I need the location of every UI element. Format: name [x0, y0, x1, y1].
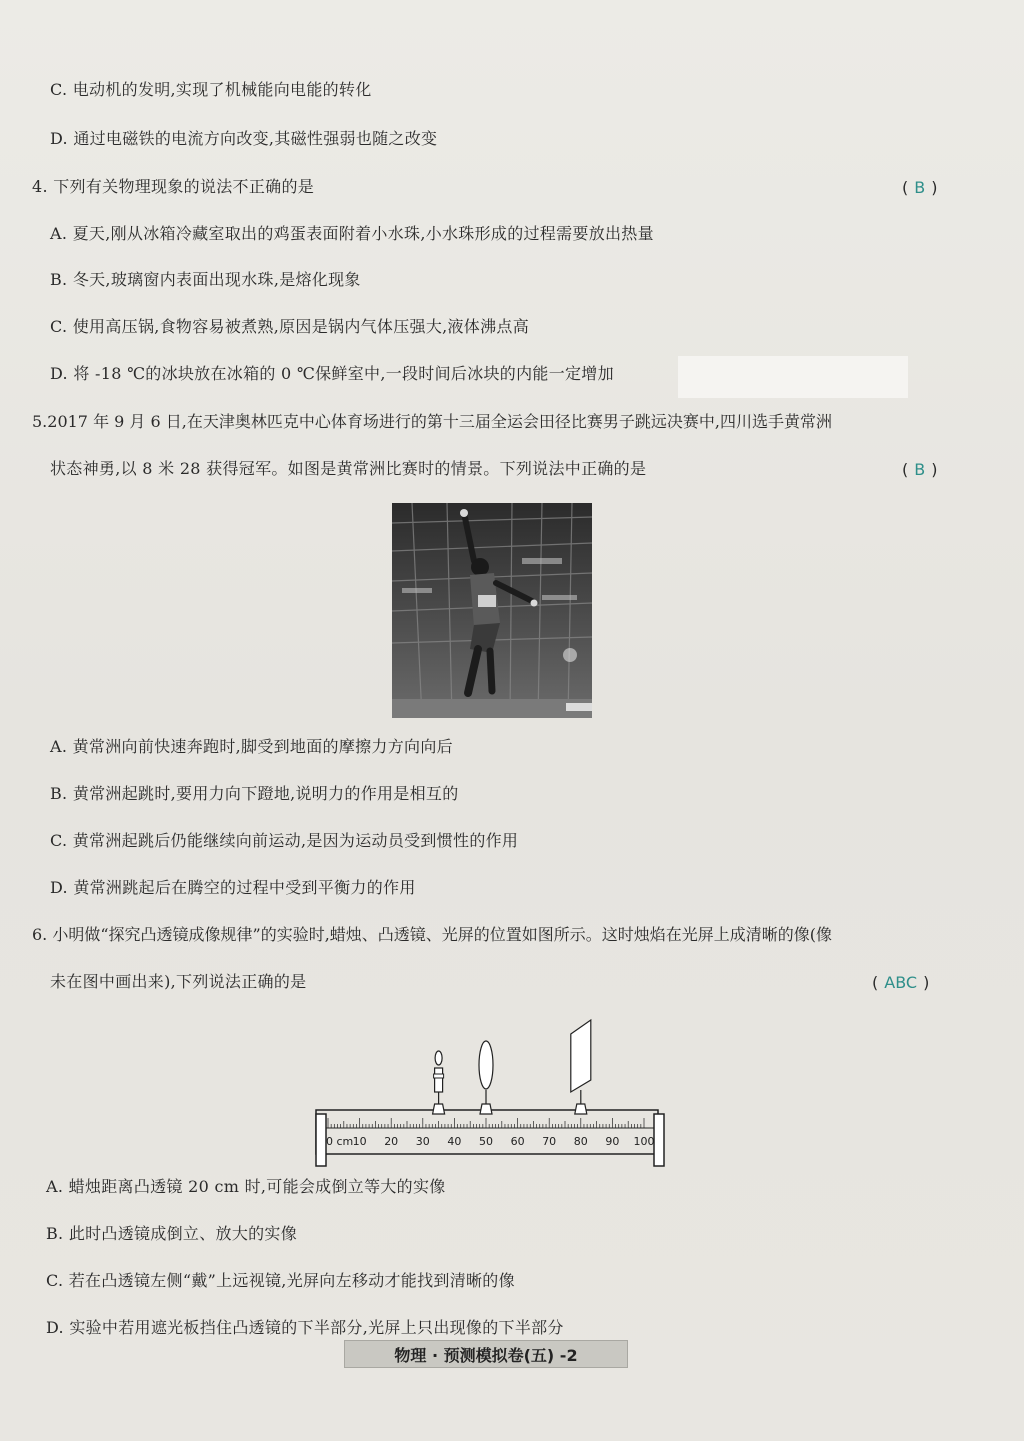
q6-answer: ABC — [884, 973, 918, 992]
q5-stem-line2: 状态神勇,以 8 米 28 获得冠军。如图是黄常洲比赛时的情景。下列说法中正确的是 — [50, 459, 647, 478]
q6-option-d: D. 实验中若用遮光板挡住凸透镜的下半部分,光屏上只出现像的下半部分 — [46, 1318, 564, 1337]
scale-labels — [326, 1135, 655, 1148]
q5-option-d: D. 黄常洲跳起后在腾空的过程中受到平衡力的作用 — [50, 878, 416, 897]
bench-left-post — [316, 1114, 326, 1166]
q5-answer-box — [902, 458, 937, 482]
q6-option-c: C. 若在凸透镜左侧“戴”上远视镜,光屏向左移动才能找到清晰的像 — [46, 1271, 515, 1290]
q6-paren-open: ( — [872, 973, 879, 992]
q6-answer-box — [872, 971, 929, 995]
long-jump-photo — [392, 503, 592, 718]
candle-flame — [435, 1051, 442, 1065]
redaction-box — [678, 356, 908, 398]
q6-option-b: B. 此时凸透镜成倒立、放大的实像 — [46, 1224, 298, 1243]
q4-answer: B — [914, 178, 926, 197]
q5-paren-close: ) — [931, 460, 938, 479]
q4-option-c: C. 使用高压锅,食物容易被煮熟,原因是锅内气体压强大,液体沸点高 — [50, 317, 530, 336]
q4-paren-close: ) — [931, 178, 938, 197]
bench-components — [433, 1020, 591, 1114]
q5-paren-open: ( — [902, 460, 909, 479]
q4-option-a: A. 夏天,刚从冰箱冷藏室取出的鸡蛋表面附着小水珠,小水珠形成的过程需要放出热量 — [50, 224, 654, 243]
scale-label: 0 cm — [326, 1135, 354, 1148]
q4-option-b: B. 冬天,玻璃窗内表面出现水珠,是熔化现象 — [50, 270, 361, 289]
component-holder — [575, 1104, 587, 1114]
scale-label: 40 — [447, 1135, 462, 1148]
long-jump-photo-drawing — [392, 503, 592, 718]
convex-lens — [479, 1041, 493, 1089]
q6-paren-close: ) — [923, 973, 930, 992]
q6-stem-line2: 未在图中画出来),下列说法正确的是 — [50, 972, 307, 991]
q5-answer: B — [914, 460, 926, 479]
page-footer: 物理 · 预测模拟卷(五) -2 — [344, 1340, 628, 1368]
q4-paren-open: ( — [902, 178, 909, 197]
scale-label: 100 — [633, 1135, 655, 1148]
q3-option-d: D. 通过电磁铁的电流方向改变,其磁性强弱也随之改变 — [50, 129, 438, 148]
scale-label: 30 — [415, 1135, 430, 1148]
q3-option-c: C. 电动机的发明,实现了机械能向电能的转化 — [50, 80, 372, 99]
q4-option-d: D. 将 -18 ℃的冰块放在冰箱的 0 ℃保鲜室中,一段时间后冰块的内能一定增加 — [50, 364, 614, 383]
q4-stem: 4. 下列有关物理现象的说法不正确的是 — [32, 177, 315, 196]
scale-label: 20 — [384, 1135, 399, 1148]
scale-label: 50 — [479, 1135, 493, 1148]
component-holder — [433, 1104, 445, 1114]
q5-option-b: B. 黄常洲起跳时,要用力向下蹬地,说明力的作用是相互的 — [50, 784, 459, 803]
optical-bench-svg — [298, 1018, 670, 1170]
scale-label: 10 — [352, 1135, 367, 1148]
q5-option-c: C. 黄常洲起跳后仍能继续向前运动,是因为运动员受到惯性的作用 — [50, 831, 519, 850]
q6-option-a: A. 蜡烛距离凸透镜 20 cm 时,可能会成倒立等大的实像 — [46, 1177, 446, 1196]
scale-label: 90 — [605, 1135, 620, 1148]
light-screen — [571, 1020, 591, 1092]
scale-label: 70 — [542, 1135, 557, 1148]
component-holder — [480, 1104, 492, 1114]
scale-label: 60 — [510, 1135, 525, 1148]
q5-option-a: A. 黄常洲向前快速奔跑时,脚受到地面的摩擦力方向向后 — [50, 737, 453, 756]
q6-stem-line1: 6. 小明做“探究凸透镜成像规律”的实验时,蜡烛、凸透镜、光屏的位置如图所示。这时烛焰在光屏上成清晰的像(像 — [32, 925, 833, 944]
bench-right-post — [654, 1114, 664, 1166]
scale-label: 80 — [573, 1135, 588, 1148]
optical-bench-diagram — [298, 1018, 670, 1170]
q5-stem-line1: 5.2017 年 9 月 6 日,在天津奥林匹克中心体育场进行的第十三届全运会田径比赛男子跳远决赛中,四川选手黄常洲 — [32, 412, 832, 431]
candle — [435, 1068, 443, 1092]
q4-answer-box — [902, 176, 937, 200]
candle-band — [434, 1074, 444, 1078]
scale-ticks — [328, 1118, 644, 1128]
